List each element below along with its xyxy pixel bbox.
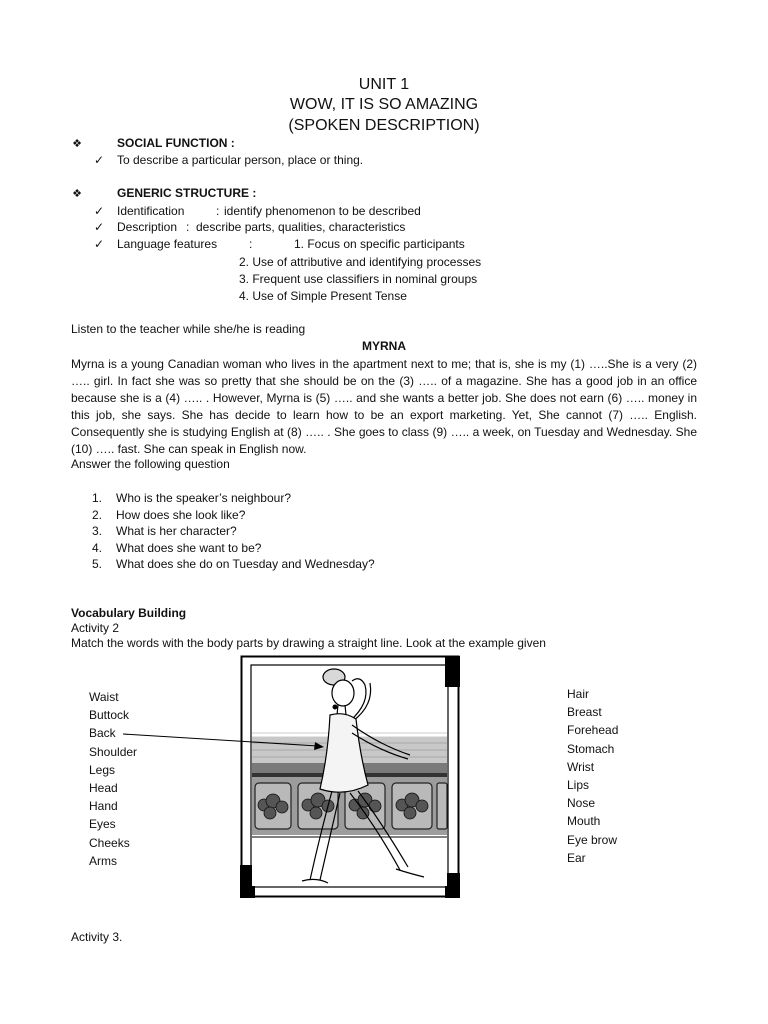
social-function-heading: SOCIAL FUNCTION : xyxy=(117,136,235,150)
structure-text: identify phenomenon to be described xyxy=(224,204,421,218)
vocabulary-heading: Vocabulary Building xyxy=(71,606,187,620)
activity-2-instruction: Match the words with the body parts by drawing a straight line. Look at the example given xyxy=(71,636,546,650)
structure-separator: : xyxy=(186,220,190,234)
question-number: 1. xyxy=(92,491,103,505)
listening-instruction: Listen to the teacher while she/he is reading xyxy=(71,322,306,336)
question-text: What does she want to be? xyxy=(116,540,262,555)
checkmark-icon: ✓ xyxy=(94,204,105,218)
structure-label: Language features xyxy=(117,237,218,251)
checkmark-icon: ✓ xyxy=(94,153,105,167)
question-number: 4. xyxy=(92,540,103,555)
list-item xyxy=(92,540,375,557)
page-subtitle: (SPOKEN DESCRIPTION) xyxy=(288,117,480,134)
language-feature-item: 4. Use of Simple Present Tense xyxy=(239,289,407,303)
question-number: 2. xyxy=(92,507,103,522)
question-number: 3. xyxy=(92,524,103,539)
language-feature-item: 2. Use of attributive and identifying processes xyxy=(239,255,482,269)
structure-separator: : xyxy=(216,204,220,218)
structure-label: Identification xyxy=(117,204,185,218)
activity-3-label: Activity 3. xyxy=(71,930,123,944)
question-number: 5. xyxy=(92,557,103,572)
list-item xyxy=(92,490,375,507)
word-item: Wrist xyxy=(567,759,595,774)
list-item xyxy=(92,507,375,524)
list-item xyxy=(92,556,375,573)
word-item: Waist xyxy=(89,690,119,704)
word-item: Hair xyxy=(567,687,590,701)
left-word-list xyxy=(89,688,137,870)
word-item: Eye brow xyxy=(567,832,618,847)
activity-2-label: Activity 2 xyxy=(71,621,120,635)
diamond-bullet-icon: ❖ xyxy=(72,138,82,150)
word-item: Hand xyxy=(89,799,118,814)
diamond-bullet-icon: ❖ xyxy=(72,188,82,200)
word-item: Shoulder xyxy=(89,744,138,759)
right-word-list xyxy=(567,685,618,867)
word-item: Forehead xyxy=(567,723,619,738)
word-item: Lips xyxy=(567,777,590,792)
word-item: Mouth xyxy=(567,814,601,829)
word-item: Eyes xyxy=(89,817,116,832)
question-text: Who is the speaker’s neighbour? xyxy=(116,491,291,505)
checkmark-icon: ✓ xyxy=(94,237,105,251)
word-item: Back xyxy=(89,726,116,741)
social-function-item: To describe a particular person, place or thing. xyxy=(117,153,364,167)
structure-text: 1. Focus on specific participants xyxy=(294,237,465,251)
generic-structure-heading: GENERIC STRUCTURE : xyxy=(117,186,257,200)
question-text: What is her character? xyxy=(116,524,237,539)
checkmark-icon: ✓ xyxy=(94,220,105,234)
structure-text: describe parts, qualities, characteristics xyxy=(196,220,406,234)
question-text: How does she look like? xyxy=(116,507,246,522)
word-item: Cheeks xyxy=(89,835,130,850)
word-item: Legs xyxy=(89,762,116,777)
word-item: Ear xyxy=(567,850,586,865)
example-arrow xyxy=(120,728,330,754)
structure-separator: : xyxy=(249,237,253,251)
question-text: What does she do on Tuesday and Wednesday? xyxy=(116,557,375,572)
list-item xyxy=(92,523,375,540)
language-feature-item: 3. Frequent use classifiers in nominal groups xyxy=(239,272,478,286)
question-list xyxy=(92,490,375,573)
answer-instruction: Answer the following question xyxy=(71,457,230,471)
word-item: Breast xyxy=(567,705,602,720)
word-item: Arms xyxy=(89,853,117,868)
word-item: Buttock xyxy=(89,708,130,723)
word-item: Stomach xyxy=(567,741,615,756)
unit-heading: UNIT 1 xyxy=(358,76,410,93)
structure-label: Description xyxy=(117,220,178,234)
passage-text: Myrna is a young Canadian woman who lives in the apartment next to me; that is, she is my (1) …..She is a very (2) ….. girl. In fact she was so pretty that she should be on the (3) ….. of a magazine. She has a good job in an office because she is a (4) ….. . However, Myrna is (5) ….. and she wants a better job. She does not earn (6) ….. money in this job, she says. She has decide to learn how to be an export marketing. Yet, She cannot (7) ….. English. Consequently she is studying English at (8) ….. . She goes to class (9) ….. a week, on Tuesday and Wednesday. She (10) ….. fast. She can speak in English now. xyxy=(71,357,697,456)
woman-illustration xyxy=(240,655,460,898)
passage-title: MYRNA xyxy=(362,339,406,353)
word-item: Head xyxy=(89,780,118,795)
page-title: WOW, IT IS SO AMAZING xyxy=(289,96,479,113)
word-item: Nose xyxy=(567,796,596,811)
